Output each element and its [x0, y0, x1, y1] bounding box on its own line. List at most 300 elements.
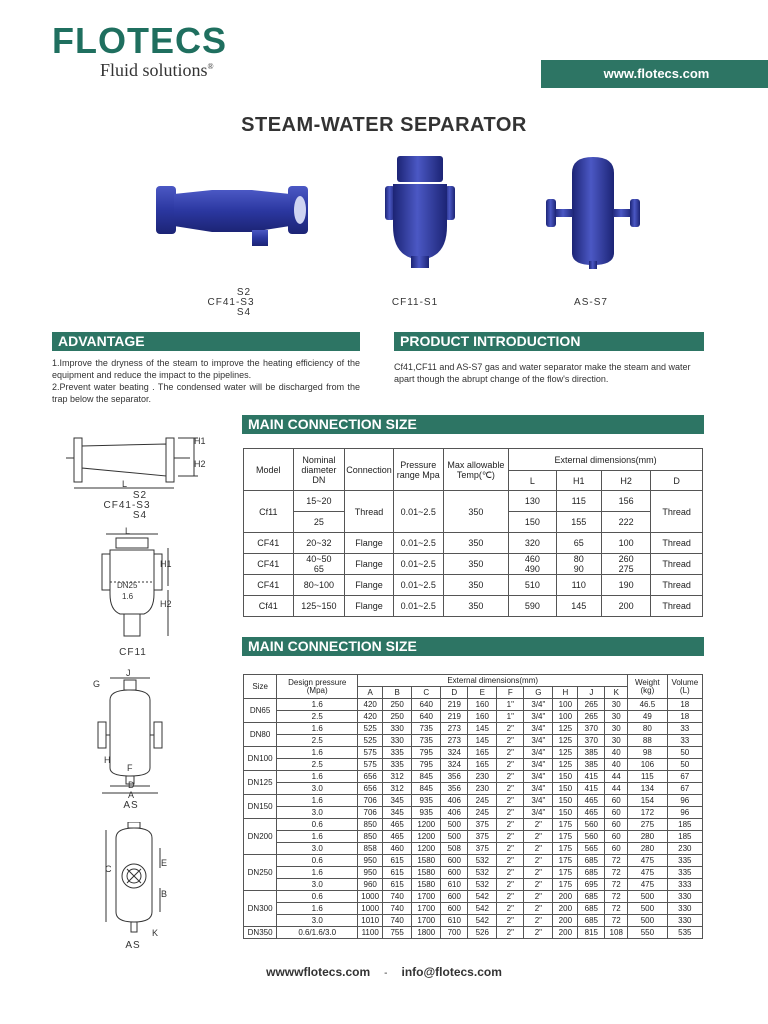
table-row [244, 867, 703, 879]
table-cell: 460 [383, 843, 412, 855]
th-h1: H1 [556, 471, 601, 491]
th-pressure: Pressure range Mpa [393, 449, 443, 491]
table-cell: 2" [497, 831, 524, 843]
table-cell: 685 [578, 915, 605, 927]
table-cell: 110 [556, 575, 601, 596]
table-cell: 60 [605, 831, 628, 843]
footer [0, 965, 768, 979]
table-cell: 542 [468, 891, 497, 903]
table-row [244, 759, 703, 771]
table-row [244, 747, 703, 759]
table-cell: 1000 [358, 891, 383, 903]
table-cell: 375 [468, 843, 497, 855]
table-cell: 415 [578, 771, 605, 783]
th-model: Model [244, 449, 294, 491]
table-cell: 1010 [358, 915, 383, 927]
table-cell: 335 [383, 747, 412, 759]
table-cell: 2" [524, 831, 553, 843]
table-cell: 525 [358, 735, 383, 747]
table-cell: 600 [441, 891, 468, 903]
table-cell: 3/4" [524, 747, 553, 759]
table-cell: 356 [441, 771, 468, 783]
th-temp: Max allowable Temp(℃) [443, 449, 509, 491]
table-cell: 125 [553, 735, 578, 747]
d1-h1-label: H1 [194, 436, 206, 446]
table-cell: 125 [553, 747, 578, 759]
table-cell: 250 [383, 699, 412, 711]
table-cell: 1.6 [277, 699, 358, 711]
table-cell: 2" [524, 879, 553, 891]
table-cell: 0.01~2.5 [393, 554, 443, 575]
table-cell: 72 [605, 891, 628, 903]
table-cell: 2" [524, 819, 553, 831]
table-cell: 33 [667, 735, 702, 747]
cf41-drawing [62, 428, 214, 496]
table-cell: 50 [667, 747, 702, 759]
d1-h2-label: H2 [194, 459, 206, 469]
table-cell: 2" [497, 855, 524, 867]
table-cell: 2" [497, 891, 524, 903]
table-cell: Thread [651, 533, 703, 554]
table-cell: 590 [509, 596, 556, 617]
table-cell: 350 [443, 575, 509, 596]
table-cell: 370 [578, 723, 605, 735]
th2-volume: Volume (L) [667, 675, 702, 699]
table-cell: 610 [441, 915, 468, 927]
table-cell: 115 [556, 491, 601, 512]
th-l: L [509, 471, 556, 491]
table-row [244, 771, 703, 783]
table-cell: 200 [553, 891, 578, 903]
table-cell: 3.0 [277, 807, 358, 819]
table-cell: 20~32 [293, 533, 345, 554]
brand-name: FLOTECS [52, 20, 227, 61]
table-cell: 18 [667, 711, 702, 723]
th2-col: K [605, 687, 628, 699]
table-cell: 330 [667, 891, 702, 903]
table-cell: 96 [667, 795, 702, 807]
table-cell: Thread [651, 575, 703, 596]
d3-f-label: F [127, 763, 133, 773]
table-cell: 1100 [358, 927, 383, 939]
table-cell: 2" [497, 795, 524, 807]
table-row [244, 927, 703, 939]
th2-col: G [524, 687, 553, 699]
footer-email[interactable]: info@flotecs.com [401, 965, 502, 979]
d3-d-label: D [128, 780, 135, 790]
table-cell: 700 [441, 927, 468, 939]
table-row [244, 699, 703, 711]
table-cell: Thread [345, 491, 394, 533]
table-cell: 3/4" [524, 699, 553, 711]
table-cell: 230 [468, 783, 497, 795]
as-side-drawing [100, 822, 176, 942]
d2-l-label: L [125, 526, 131, 536]
table-cell: 510 [509, 575, 556, 596]
table-cell: 46.5 [628, 699, 667, 711]
table-cell: 2" [524, 927, 553, 939]
cf11-separator-image [385, 154, 455, 272]
table-cell: CF41 [244, 554, 294, 575]
table-cell: 165 [468, 747, 497, 759]
table-cell: 350 [443, 554, 509, 575]
table-cell: 230 [468, 771, 497, 783]
table-row [244, 723, 703, 735]
table-cell: 1200 [412, 831, 441, 843]
table-cell: 600 [441, 855, 468, 867]
table-cell: 3.0 [277, 915, 358, 927]
table-cell: 600 [441, 903, 468, 915]
th2-ext: External dimensions(mm) [358, 675, 628, 687]
table-cell: 420 [358, 699, 383, 711]
advantage-heading: ADVANTAGE [52, 332, 360, 351]
footer-separator: - [384, 968, 388, 979]
table-cell: 1.6 [277, 903, 358, 915]
size-cell: DN200 [244, 819, 277, 855]
table-cell: 406 [441, 807, 468, 819]
table-cell: 1200 [412, 819, 441, 831]
table-cell: 60 [605, 807, 628, 819]
table-cell: 50 [667, 759, 702, 771]
table-cell: 172 [628, 807, 667, 819]
table-cell: 2" [497, 807, 524, 819]
table-cell: 0.6/1.6/3.0 [277, 927, 358, 939]
table-cell: 3.0 [277, 843, 358, 855]
table-cell: 532 [468, 867, 497, 879]
table-cell: 615 [383, 855, 412, 867]
table-cell: 320 [509, 533, 556, 554]
table-cell: Flange [345, 554, 394, 575]
table-cell: 200 [553, 903, 578, 915]
table-cell: 155 [556, 512, 601, 533]
table-cell: 500 [441, 819, 468, 831]
size-cell: DN250 [244, 855, 277, 891]
table-cell: 500 [628, 891, 667, 903]
table-cell: 49 [628, 711, 667, 723]
cf11-drawing [98, 530, 184, 646]
table-cell: 2" [497, 819, 524, 831]
table-cell: 740 [383, 903, 412, 915]
footer-website[interactable]: wwwwflotecs.com [266, 965, 371, 979]
table-cell: 615 [383, 867, 412, 879]
table-cell: 2.5 [277, 759, 358, 771]
d1-caption: S2 CF41-S3 S4 [103, 490, 151, 521]
table-cell: 1.6 [277, 795, 358, 807]
table-cell: 1000 [358, 903, 383, 915]
table-cell: 2.5 [277, 735, 358, 747]
table-cell: 2" [524, 867, 553, 879]
table-cell: 935 [412, 807, 441, 819]
table-cell: 190 [601, 575, 650, 596]
table-cell: 615 [383, 879, 412, 891]
table-cell: 2" [497, 783, 524, 795]
table-cell: 145 [468, 723, 497, 735]
size-cell: DN125 [244, 771, 277, 795]
table-cell: 1.6 [277, 747, 358, 759]
table-cell: 260 275 [601, 554, 650, 575]
table-cell: 850 [358, 819, 383, 831]
table-cell: 30 [605, 723, 628, 735]
table-cell: 165 [468, 759, 497, 771]
table-cell: 0.01~2.5 [393, 533, 443, 554]
table-cell: Flange [345, 575, 394, 596]
table-cell: 500 [628, 903, 667, 915]
table-cell: Cf11 [244, 491, 294, 533]
table-cell: 98 [628, 747, 667, 759]
table-cell: 685 [578, 903, 605, 915]
table-cell: 1700 [412, 891, 441, 903]
page-title: STEAM-WATER SEPARATOR [241, 114, 527, 136]
brand-logo [52, 20, 227, 80]
table-cell: 656 [358, 783, 383, 795]
d3-j-label: J [126, 668, 131, 678]
table-row [244, 903, 703, 915]
table-cell: 150 [553, 771, 578, 783]
table-cell: 175 [553, 879, 578, 891]
table-cell: 850 [358, 831, 383, 843]
table-cell: 72 [605, 855, 628, 867]
as-s7-separator-image [544, 153, 642, 271]
table-cell: 67 [667, 771, 702, 783]
size-cell: DN300 [244, 891, 277, 927]
table-cell: 160 [468, 711, 497, 723]
table-cell: Thread [651, 596, 703, 617]
table-cell: 735 [412, 735, 441, 747]
table-cell: 330 [383, 735, 412, 747]
th2-col: A [358, 687, 383, 699]
d2-caption: CF11 [119, 647, 147, 658]
table1-heading: MAIN CONNECTION SIZE [242, 415, 704, 434]
size-cell: DN150 [244, 795, 277, 819]
table-cell: 500 [441, 831, 468, 843]
table-cell: 415 [578, 783, 605, 795]
table-cell: 3/4" [524, 723, 553, 735]
table-cell: 312 [383, 771, 412, 783]
table-cell: 3/4" [524, 783, 553, 795]
table-cell: 3/4" [524, 735, 553, 747]
table-cell: 185 [667, 831, 702, 843]
table-cell: 1.6 [277, 723, 358, 735]
table-cell: 795 [412, 759, 441, 771]
table-cell: 324 [441, 759, 468, 771]
table-cell: 2" [524, 843, 553, 855]
table-cell: 25 [293, 512, 345, 533]
table-row [244, 735, 703, 747]
table-cell: 100 [553, 711, 578, 723]
table-cell: 175 [553, 819, 578, 831]
table-cell: 2" [497, 723, 524, 735]
table-cell: 3/4" [524, 771, 553, 783]
table-cell: 508 [441, 843, 468, 855]
table-cell: 2" [497, 903, 524, 915]
table-cell: 145 [556, 596, 601, 617]
table-cell: 815 [578, 927, 605, 939]
table-cell: 175 [553, 843, 578, 855]
table-cell: 370 [578, 735, 605, 747]
table-cell: CF41 [244, 575, 294, 596]
table-cell: 3.0 [277, 879, 358, 891]
table-cell: 18 [667, 699, 702, 711]
table-cell: 30 [605, 699, 628, 711]
table-cell: 30 [605, 711, 628, 723]
table-cell: 106 [628, 759, 667, 771]
table-cell: 685 [578, 855, 605, 867]
introduction-heading: PRODUCT INTRODUCTION [394, 332, 704, 351]
table-cell: 125~150 [293, 596, 345, 617]
table-cell: 2.5 [277, 711, 358, 723]
table-cell: 845 [412, 783, 441, 795]
table-cell: 280 [628, 843, 667, 855]
table-cell: 2" [497, 747, 524, 759]
th-ext: External dimensions(mm) [509, 449, 703, 471]
table-cell: 3/4" [524, 807, 553, 819]
table-cell: 80~100 [293, 575, 345, 596]
th2-col: C [412, 687, 441, 699]
table-cell: 335 [667, 855, 702, 867]
table-cell: 330 [667, 903, 702, 915]
th2-pressure: Design pressure (Mpa) [277, 675, 358, 699]
table-cell: 65 [556, 533, 601, 554]
table-cell: 265 [578, 699, 605, 711]
table-cell: 695 [578, 879, 605, 891]
table-cell: 465 [578, 807, 605, 819]
table-cell: 200 [553, 915, 578, 927]
table-cell: 465 [383, 819, 412, 831]
table-cell: 560 [578, 831, 605, 843]
table-cell: 795 [412, 747, 441, 759]
table-cell: 130 [509, 491, 556, 512]
table-cell: Thread [651, 554, 703, 575]
table-cell: 40~50 65 [293, 554, 345, 575]
table-cell: 60 [605, 795, 628, 807]
table-cell: 1200 [412, 843, 441, 855]
table-cell: CF41 [244, 533, 294, 554]
table-cell: 1700 [412, 903, 441, 915]
caption-cf41: S2 CF41-S3 S4 [207, 287, 255, 318]
size-cell: DN100 [244, 747, 277, 771]
table-cell: 2" [497, 771, 524, 783]
table-cell: 15~20 [293, 491, 345, 512]
table-cell: 525 [358, 723, 383, 735]
website-banner[interactable]: www.flotecs.com [541, 60, 768, 88]
table-cell: 706 [358, 795, 383, 807]
table-cell: 2" [497, 867, 524, 879]
table-cell: 44 [605, 771, 628, 783]
table-cell: 385 [578, 747, 605, 759]
table-cell: 640 [412, 711, 441, 723]
table-row [244, 554, 703, 575]
table-cell: 40 [605, 759, 628, 771]
caption-as-s7: AS-S7 [574, 297, 608, 308]
table-cell: 40 [605, 747, 628, 759]
table-cell: 3/4" [524, 711, 553, 723]
table-cell: 345 [383, 807, 412, 819]
table-cell: 1580 [412, 867, 441, 879]
table-cell: 356 [441, 783, 468, 795]
table-cell: 542 [468, 915, 497, 927]
as-front-drawing [94, 672, 166, 796]
table-cell: 175 [553, 831, 578, 843]
table-cell: Thread [651, 491, 703, 533]
table-cell: 1580 [412, 855, 441, 867]
table-cell: 219 [441, 699, 468, 711]
table-cell: 735 [412, 723, 441, 735]
th-connection: Connection [345, 449, 394, 491]
advantage-text: 1.Improve the dryness of the steam to improve the heating efficiency of the equipment and reduce the impact to the pipelines. 2.Prevent water beating . The condensed water will be discharged from the trap below the separator. [52, 358, 360, 404]
table-cell: 312 [383, 783, 412, 795]
d4-b-label: B [161, 889, 168, 899]
table-cell: 858 [358, 843, 383, 855]
th2-col: E [468, 687, 497, 699]
table-row [244, 533, 703, 554]
table-cell: 550 [628, 927, 667, 939]
table-cell: Flange [345, 533, 394, 554]
size-cell: DN350 [244, 927, 277, 939]
table-cell: 406 [441, 795, 468, 807]
table-cell: 2" [524, 915, 553, 927]
table-row [244, 891, 703, 903]
table-cell: 150 [553, 807, 578, 819]
table-row [244, 711, 703, 723]
table-cell: 1" [497, 711, 524, 723]
table-cell: 685 [578, 867, 605, 879]
table-cell: 532 [468, 855, 497, 867]
table-row [244, 879, 703, 891]
table-cell: 80 [628, 723, 667, 735]
table-cell: 0.6 [277, 891, 358, 903]
d2-dn-label: DN25 [117, 581, 138, 590]
table-cell: 175 [553, 855, 578, 867]
th2-col: D [441, 687, 468, 699]
table-cell: 0.01~2.5 [393, 596, 443, 617]
table-cell: 1" [497, 699, 524, 711]
table-row [244, 491, 703, 512]
table-cell: 375 [468, 831, 497, 843]
size-cell: DN65 [244, 699, 277, 723]
table-cell: 740 [383, 915, 412, 927]
table-cell: 2" [497, 915, 524, 927]
th-dn: Nominal diameter DN [293, 449, 345, 491]
table-cell: 350 [443, 491, 509, 533]
table-cell: 575 [358, 747, 383, 759]
table-cell: 72 [605, 879, 628, 891]
table-cell: 324 [441, 747, 468, 759]
table-cell: 335 [667, 867, 702, 879]
table-cell: 67 [667, 783, 702, 795]
th2-col: F [497, 687, 524, 699]
d3-g-label: G [93, 679, 101, 689]
table-cell: 575 [358, 759, 383, 771]
table-cell: 150 [509, 512, 556, 533]
table-cell: 96 [667, 807, 702, 819]
d3-caption: AS [123, 800, 139, 811]
table-cell: 845 [412, 771, 441, 783]
table-cell: 115 [628, 771, 667, 783]
table-cell: 3.0 [277, 783, 358, 795]
cf41-separator-image [152, 182, 314, 252]
table-row [244, 831, 703, 843]
d2-h2-label: H2 [160, 599, 172, 609]
table-cell: 330 [383, 723, 412, 735]
table-cell: 2" [497, 879, 524, 891]
table-cell: 125 [553, 759, 578, 771]
d4-k-label: K [152, 928, 159, 938]
table-cell: 335 [383, 759, 412, 771]
table-cell: 265 [578, 711, 605, 723]
table-cell: 656 [358, 771, 383, 783]
table-cell: 2" [497, 759, 524, 771]
table-row [244, 783, 703, 795]
